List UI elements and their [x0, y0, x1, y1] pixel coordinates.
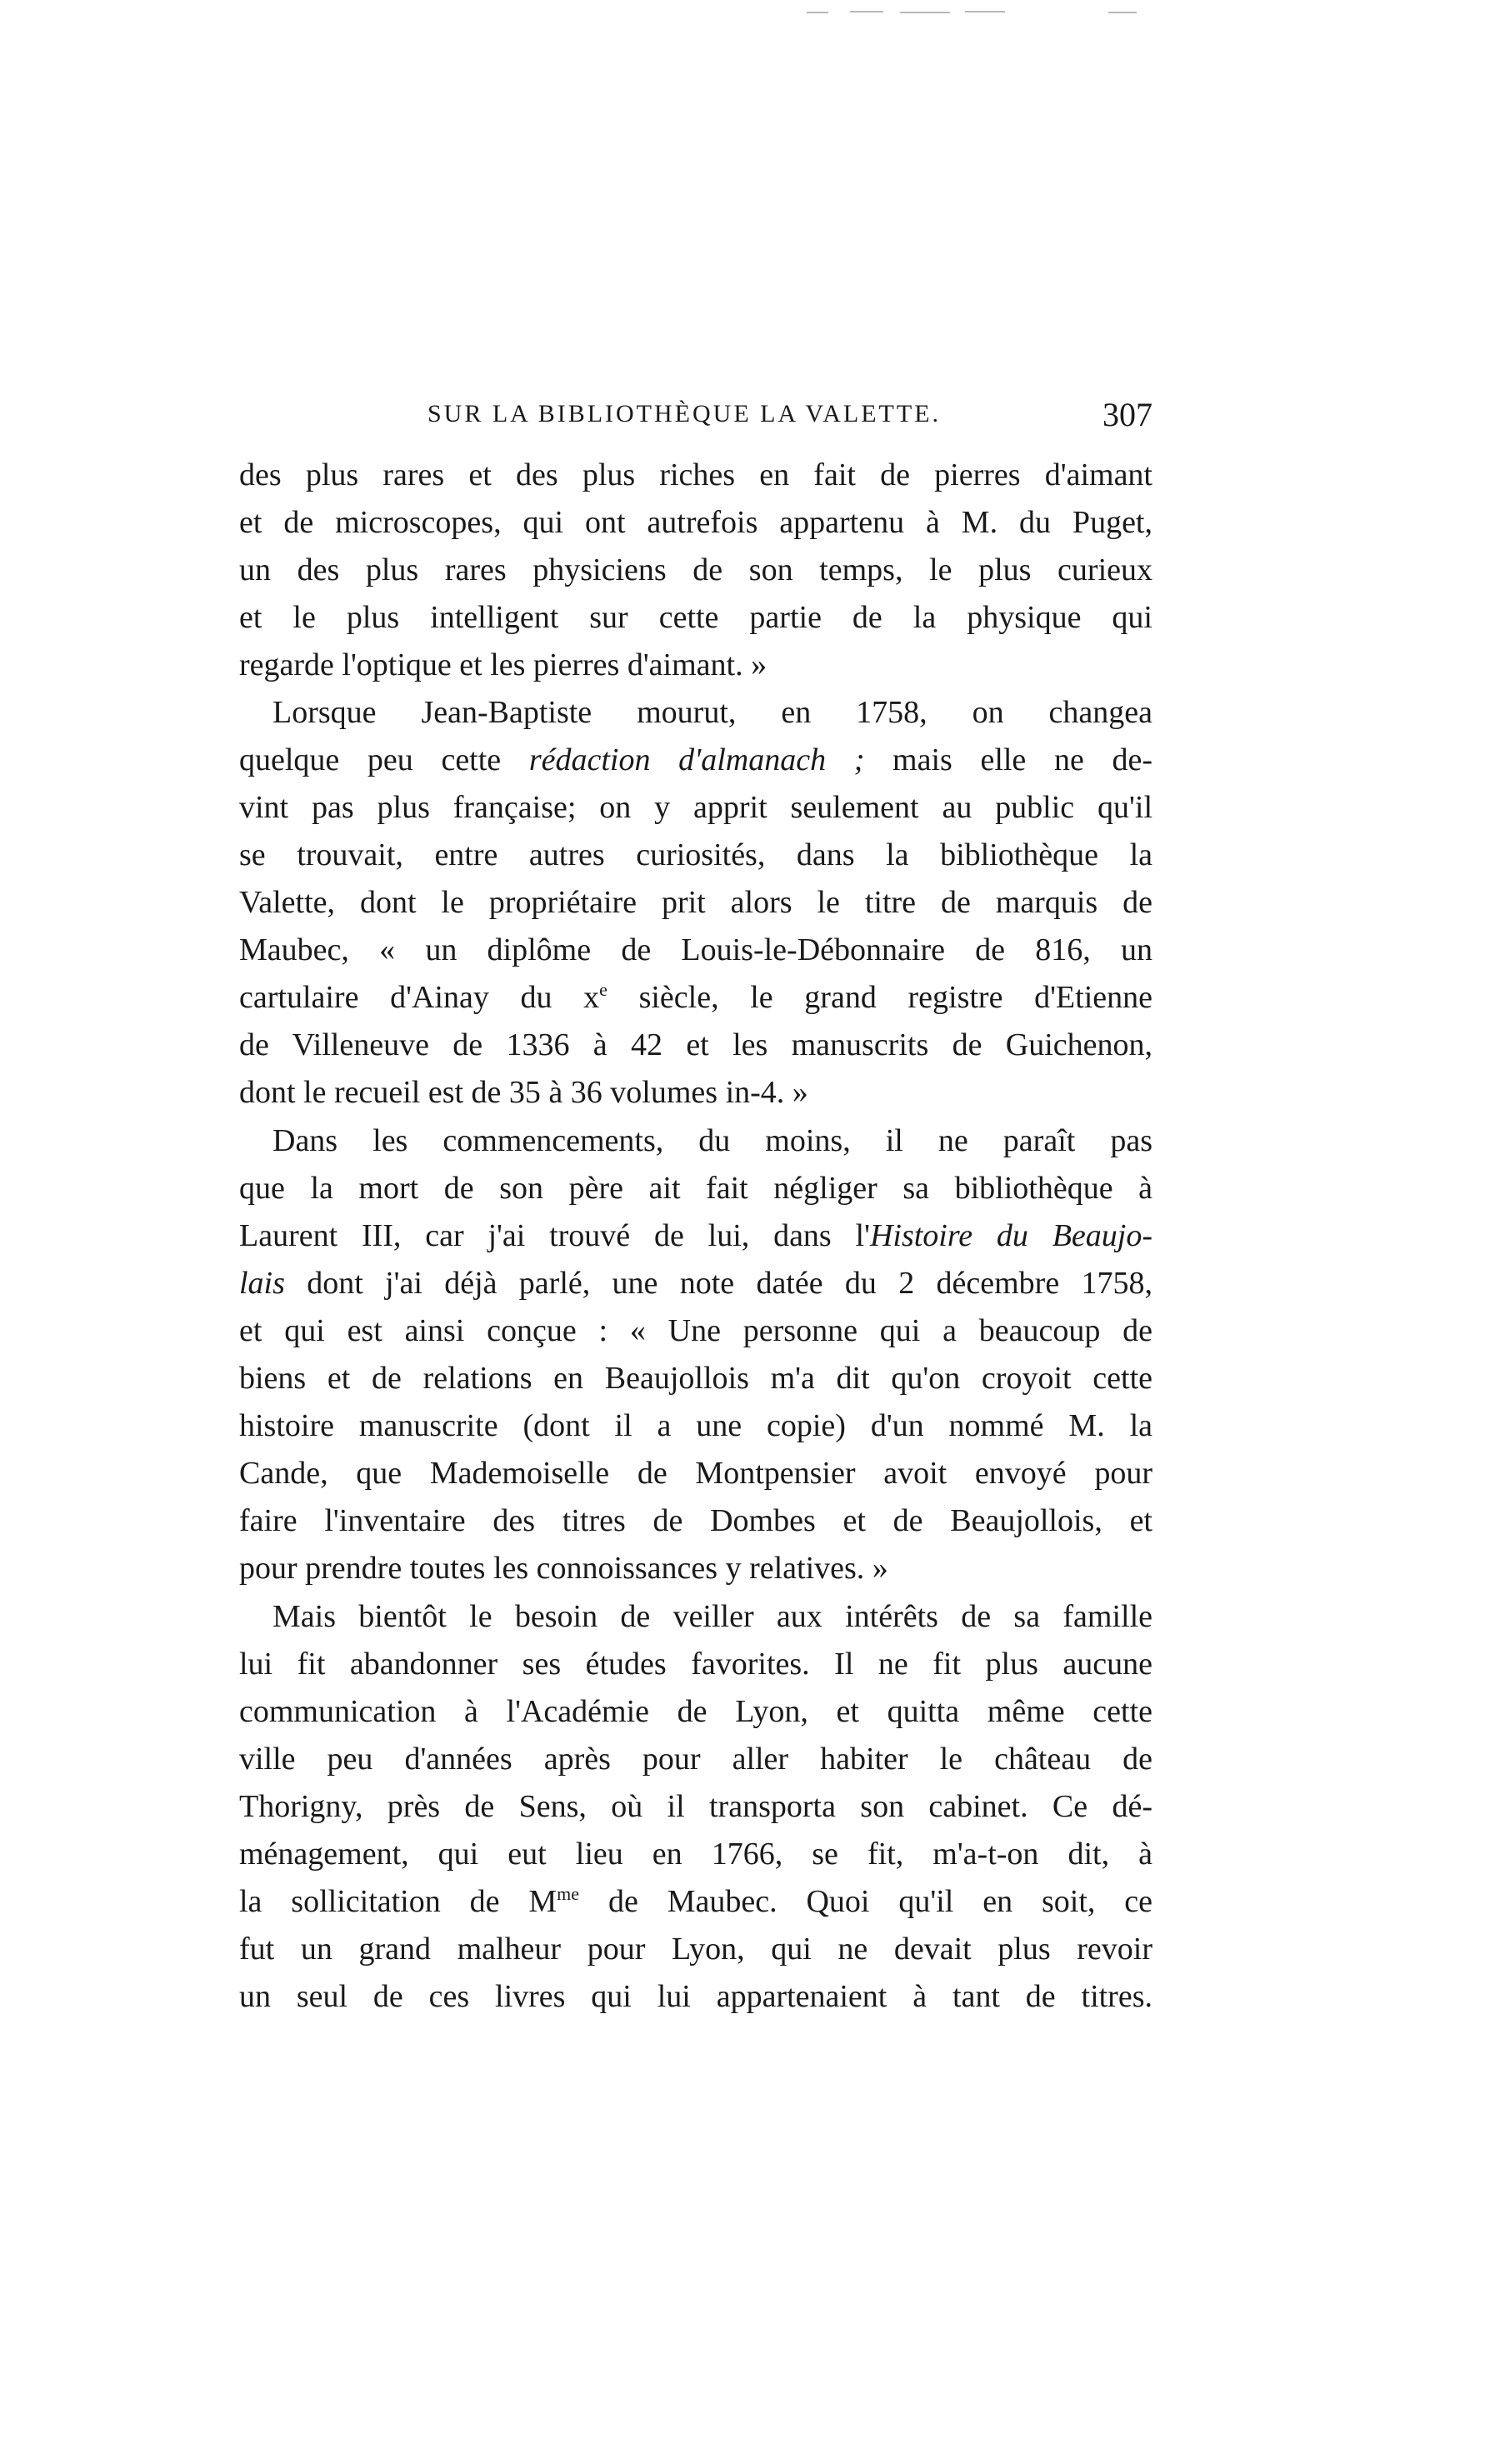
- text-line: dont le recueil est de 35 à 36 volumes in-4. »: [239, 1075, 808, 1110]
- text-line: cartulaire d'Ainay du $x^e$ siècle, le grand registre d'Etienne: [239, 979, 1152, 1015]
- text-line: Valette, dont le propriétaire prit alors le titre de marquis de: [239, 885, 1152, 920]
- text-line: fut un grand malheur pour Lyon, qui ne devait plus revoir: [239, 1932, 1152, 1967]
- text-line: ville peu d'années après pour aller habiter le château de: [239, 1742, 1152, 1777]
- paragraph-start-line: Dans les commencements, du moins, il ne paraît pas: [272, 1123, 1152, 1158]
- text-line: vint pas plus française; on y apprit seulement au public qu'il: [239, 790, 1152, 825]
- text-line: des plus rares et des plus riches en fait de pierres d'aimant: [239, 457, 1152, 492]
- text-line: Thorigny, près de Sens, où il transporta son cabinet. Ce dé-: [239, 1789, 1152, 1824]
- italic-title: Histoire du Beaujo-: [869, 1218, 1152, 1253]
- italic-title: lais: [239, 1266, 285, 1301]
- page-number: 307: [1102, 396, 1152, 433]
- text-line: communication à l'Académie de Lyon, et quitta même cette: [239, 1694, 1152, 1729]
- running-head: SUR LA BIBLIOTHÈQUE LA VALETTE.: [428, 400, 942, 427]
- paragraph-start-line: Lorsque Jean-Baptiste mourut, en 1758, on changea: [272, 695, 1152, 730]
- text-line: faire l'inventaire des titres de Dombes et de Beaujollois, et: [239, 1503, 1152, 1538]
- text-line: quelque peu cette rédaction d'almanach ; mais elle ne de-: [239, 742, 1152, 777]
- text-line: regarde l'optique et les pierres d'aimant. »: [239, 647, 768, 682]
- scan-speck: [850, 11, 883, 12]
- text-line: pour prendre toutes les connoissances y relatives. »: [239, 1551, 888, 1586]
- text-line: que la mort de son père ait fait négliger sa bibliothèque à: [239, 1171, 1152, 1206]
- text-line: un seul de ces livres qui lui appartenaient à tant de titres.: [239, 1979, 1152, 2014]
- text-line: Laurent III, car j'ai trouvé de lui, dans l'Histoire du Beaujo-: [239, 1218, 1152, 1253]
- text-line: lais dont j'ai déjà parlé, une note datée du 2 décembre 1758,: [239, 1266, 1152, 1301]
- italic-phrase: rédaction d'almanach ;: [528, 742, 865, 777]
- scan-speck: [807, 12, 828, 13]
- text-line: la sollicitation de $M^{me}$ de Maubec. Quoi qu'il en soit, ce: [239, 1883, 1152, 1919]
- text-line: lui fit abandonner ses études favorites. Il ne fit plus aucune: [239, 1647, 1152, 1682]
- paragraph-start-line: Mais bientôt le besoin de veiller aux intérêts de sa famille: [272, 1599, 1152, 1634]
- text-line: ménagement, qui eut lieu en 1766, se fit, m'a-t-on dit, à: [239, 1837, 1152, 1872]
- scan-specks: [0, 0, 1505, 33]
- text-line: et qui est ainsi conçue : « Une personne qui a beaucoup de: [239, 1313, 1152, 1348]
- text-line: Cande, que Mademoiselle de Montpensier avoit envoyé pour: [239, 1456, 1152, 1491]
- superscript: e: [599, 979, 608, 1000]
- text-line: biens et de relations en Beaujollois m'a dit qu'on croyoit cette: [239, 1361, 1152, 1396]
- page-header: [428, 396, 1152, 442]
- text-line: Maubec, « un diplôme de Louis-le-Débonnaire de 816, un: [239, 932, 1152, 967]
- text-line: un des plus rares physiciens de son temps, le plus curieux: [239, 552, 1152, 587]
- scan-speck: [900, 12, 950, 13]
- body-text: [239, 452, 1152, 2021]
- superscript: me: [557, 1883, 580, 1904]
- scan-speck: [1108, 12, 1137, 13]
- scan-speck: [965, 11, 1005, 12]
- text-line: de Villeneuve de 1336 à 42 et les manuscrits de Guichenon,: [239, 1027, 1152, 1062]
- text-line: et de microscopes, qui ont autrefois appartenu à M. du Puget,: [239, 505, 1152, 540]
- text-line: histoire manuscrite (dont il a une copie) d'un nommé M. la: [239, 1408, 1152, 1443]
- text-line: se trouvait, entre autres curiosités, dans la bibliothèque la: [239, 837, 1152, 872]
- text-line: et le plus intelligent sur cette partie de la physique qui: [239, 600, 1152, 635]
